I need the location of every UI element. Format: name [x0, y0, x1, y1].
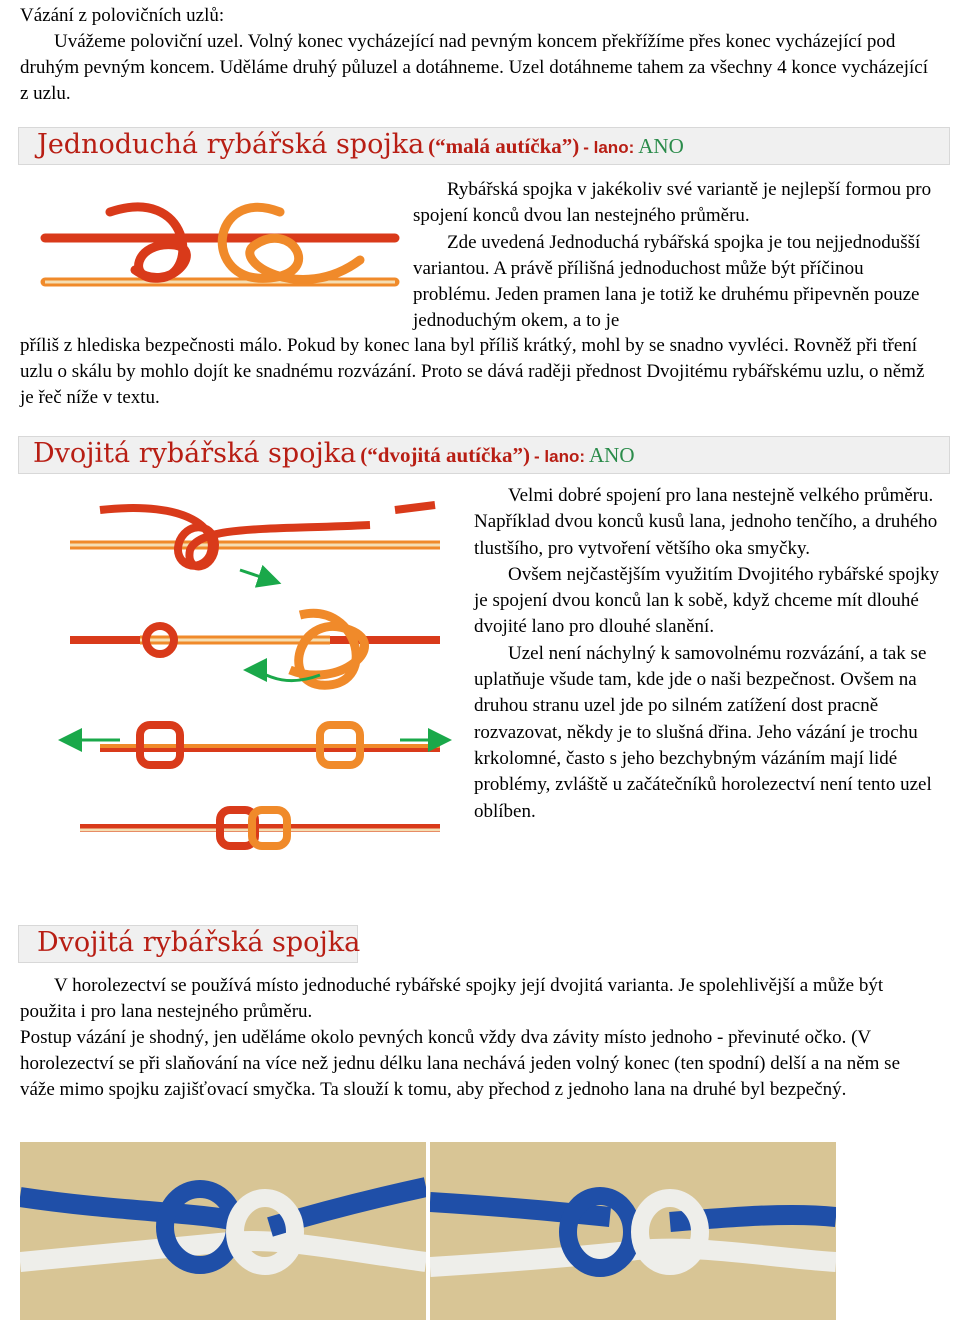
photo-knot-left: [20, 1142, 426, 1320]
heading-title: Dvojitá rybářská spojka: [33, 438, 357, 469]
paragraph-jednoducha-3: příliš z hlediska bezpečnosti málo. Pokud by konec lana byl příliš krátký, mohl by se snadno vyvléci. Rovněž při tření uzlu o skálu by mohlo dojít ke snadnému rozvázání. Proto se dává raději přednost Dvojitému rybářskému uzlu, o němž je řeč níže v textu.: [20, 335, 925, 408]
heading-lano-value: ANO: [638, 134, 684, 158]
heading-title: Dvojitá rybářská spojka: [37, 927, 361, 958]
paragraph-dvojita2-1: V horolezectví se používá místo jednoduché rybářské spojky její dvojitá varianta. Je spolehlivější a může být použita i pro lana nestejného průměru.: [20, 975, 884, 1022]
knot-step-1: [70, 505, 440, 580]
heading-title: Jednoduchá rybářská spojka: [37, 129, 425, 160]
paragraph-dvojita2-2: Postup vázání je shodný, jen uděláme okolo pevných konců vždy dva závity místo jednoho - převinuté očko. (V horolezectví se při slaňování na více než jednu délku lana nechává jeden volný konec (ten spodní) delší a na něm se váže mimo spojku zajišťovací smyčka. Ta slouží k tomu, aby přechod z jednoho lana na druhé byl bezpečný.: [20, 1027, 901, 1100]
heading-lano-label: - lano:: [534, 447, 586, 466]
section-title-polovicni: Vázání z polovičních uzlů:: [20, 5, 225, 26]
heading-lano-label: - lano:: [583, 138, 635, 157]
paragraph-jednoducha-2: Zde uvedená Jednoduchá rybářská spojka je tou nejjednodušší variantou. A právě přílišná jednoduchost může být příčinou problému. Jeden pramen lana je totiž ke druhému připevněn pouze jednoduchým okem, a to je: [413, 231, 921, 332]
heading-dvojita-rybarska-spojka: [18, 436, 950, 474]
dvojita-spojka-illustration: [40, 490, 460, 910]
paragraph-dvojita-1: Velmi dobré spojení pro lana nestejně velkého průměru. Například dvou konců kusů lana, jednoho tenčího, a druhého tlustšího, pro vytvoření většího oka smyčky.: [474, 485, 938, 559]
paragraph-dvojita-3: Uzel není náchylný k samovolnému rozvázání, a tak se uplatňuje všude tam, kde jde o naši bezpečnost. Ovšem na druhou stranu uzel jde po silném zatížení dost pracně rozvazovat, někdy je to slušná dřina. Jeho vázání je trochu krkolomné, často s jeho bezchybným vázáním mají lidé problémy, zvláště u začátečníků horolezectví není tento uzel oblíben.: [474, 642, 932, 822]
paragraph-polovicni: Uvážeme poloviční uzel. Volný konec vycházející nad pevným koncem překřížíme přes konec vycházející pod druhým pevným koncem. Uděláme druhý půluzel a dotáhneme. Uzel dotáhneme tahem za všechny 4 konce vycházející z uzlu.: [20, 31, 928, 104]
knot-step-2: [70, 613, 440, 685]
knot-step-3: [70, 725, 440, 765]
jednoducha-spojka-illustration: [40, 190, 400, 310]
heading-dvojita-rybarska-spojka-2: [18, 925, 361, 963]
knot-step-4: [80, 810, 440, 846]
heading-lano-value: ANO: [589, 443, 635, 467]
heading-jednoducha-rybarska-spojka: [18, 127, 950, 165]
paragraph-jednoducha-1: Rybářská spojka v jakékoliv své variantě je nejlepší formou pro spojení konců dvou lan nestejného průměru.: [413, 179, 932, 227]
heading-subtitle: (“dvojitá autíčka”): [360, 443, 531, 467]
photo-knot-right: [430, 1142, 836, 1320]
paragraph-dvojita-2: Ovšem nejčastějším využitím Dvojitého rybářské spojky je spojení dvou konců lan k sobě, když chceme mít dlouhé dvojité lano pro dlouhé slanění.: [474, 563, 940, 638]
heading-subtitle: (“malá autíčka”): [428, 134, 580, 158]
